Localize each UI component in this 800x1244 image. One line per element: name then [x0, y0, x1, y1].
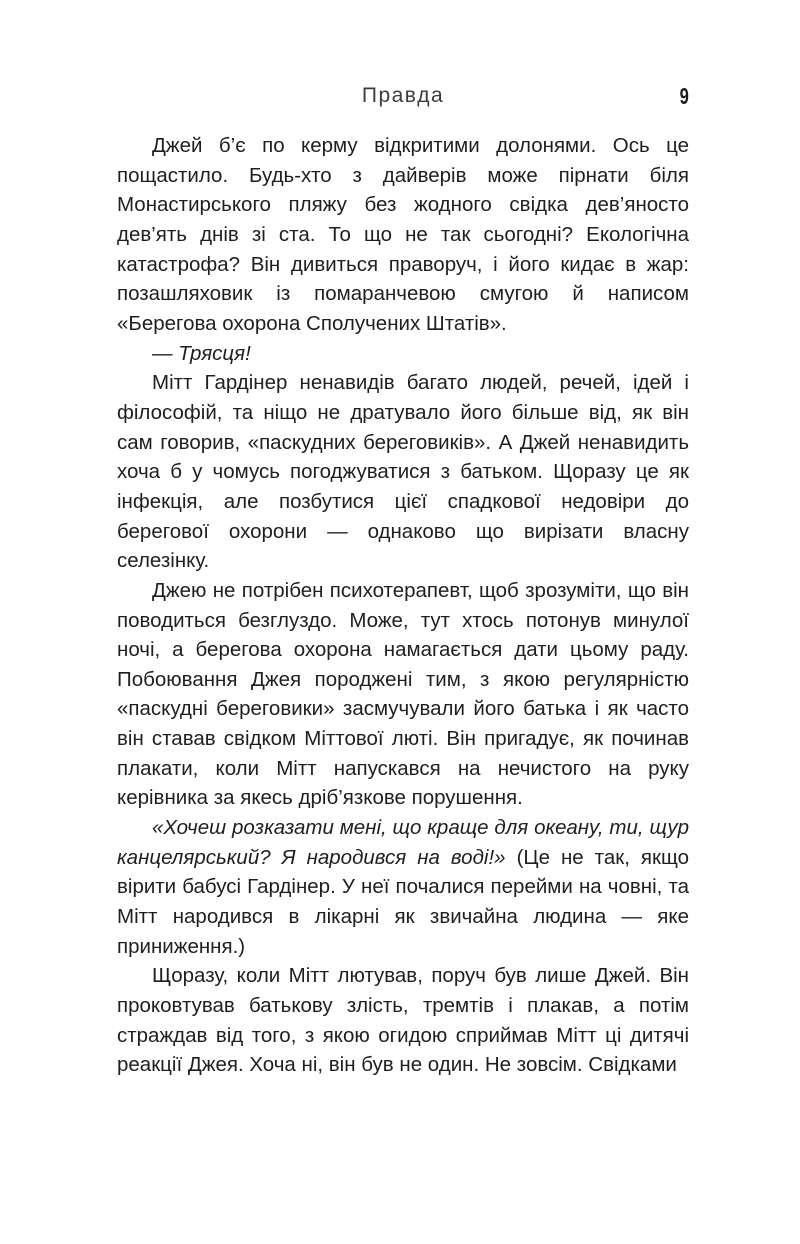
paragraph-text: Щоразу, коли Мітт лютував, поруч був лише Джей. Він проковтував батькову злість, тремтів і плакав, а потім страждав від того, з якою огидою сприймав Мітт ці дитячі реакції Джея. Хоча ні, він був не один. Не зовсім. Свідками — [117, 964, 689, 1077]
paragraph-text: Джею не потрібен психотерапевт, щоб зрозуміти, що він поводиться безглуздо. Може, тут хтось потонув минулої ночі, а берегова охорона намагається дати цьому раду. Побоювання Джея породжені тим, з якою регулярністю «паскудні береговики» засмучували його батька і як часто він ставав свідком Міттової люті. Він пригадує, як починав плакати, коли Мітт напускався на нечистого на руку керівника за якесь дріб’язкове порушення. — [117, 578, 689, 810]
dialogue-text: Трясця! — [178, 341, 251, 365]
paragraph-with-quote — [117, 813, 689, 961]
quote-text: «Хочеш розказати мені, що краще для океану, ти, щур канцелярський? Я народився на воді!» — [117, 816, 689, 869]
chapter-title: Правда — [361, 84, 445, 107]
paragraph-dialogue — [117, 339, 689, 369]
paragraph-text: (Це не так, якщо вірити бабусі Гардінер. У неї почалися перейми на човні, та Мітт народився в лікарні як звичайна людина — яке приниження.) — [117, 845, 690, 958]
page-header — [117, 84, 689, 110]
dialogue-dash: — — [152, 341, 179, 365]
paragraph-text: Мітт Гардінер ненавидів багато людей, речей, ідей і філософій, та ніщо не дратувало його більше від, як він сам говорив, «паскудних береговиків». А Джей ненавидить хоча б у чомусь погоджуватися з батьком. Щоразу це як інфекція, але позбутися цієї спадкової недовіри до берегової охорони — однаково що вирізати власну селезінку. — [117, 371, 689, 573]
page-number: 9 — [679, 83, 689, 109]
paragraph — [117, 131, 689, 339]
paragraph — [117, 576, 689, 813]
paragraph — [117, 368, 689, 576]
paragraph — [117, 961, 689, 1080]
body-text — [117, 131, 689, 1080]
paragraph-text: Джей б’є по керму відкритими долонями. Ось це пощастило. Будь-хто з дайверів може пірнати біля Монастирського пляжу без жодного свідка дев’яносто дев’ять днів зі ста. То що не так сьогодні? Екологічна катастрофа? Він дивиться праворуч, і його кидає в жар: позашляховик із помаранчевою смугою й написом «Берегова охорона Сполучених Штатів». — [117, 134, 689, 335]
